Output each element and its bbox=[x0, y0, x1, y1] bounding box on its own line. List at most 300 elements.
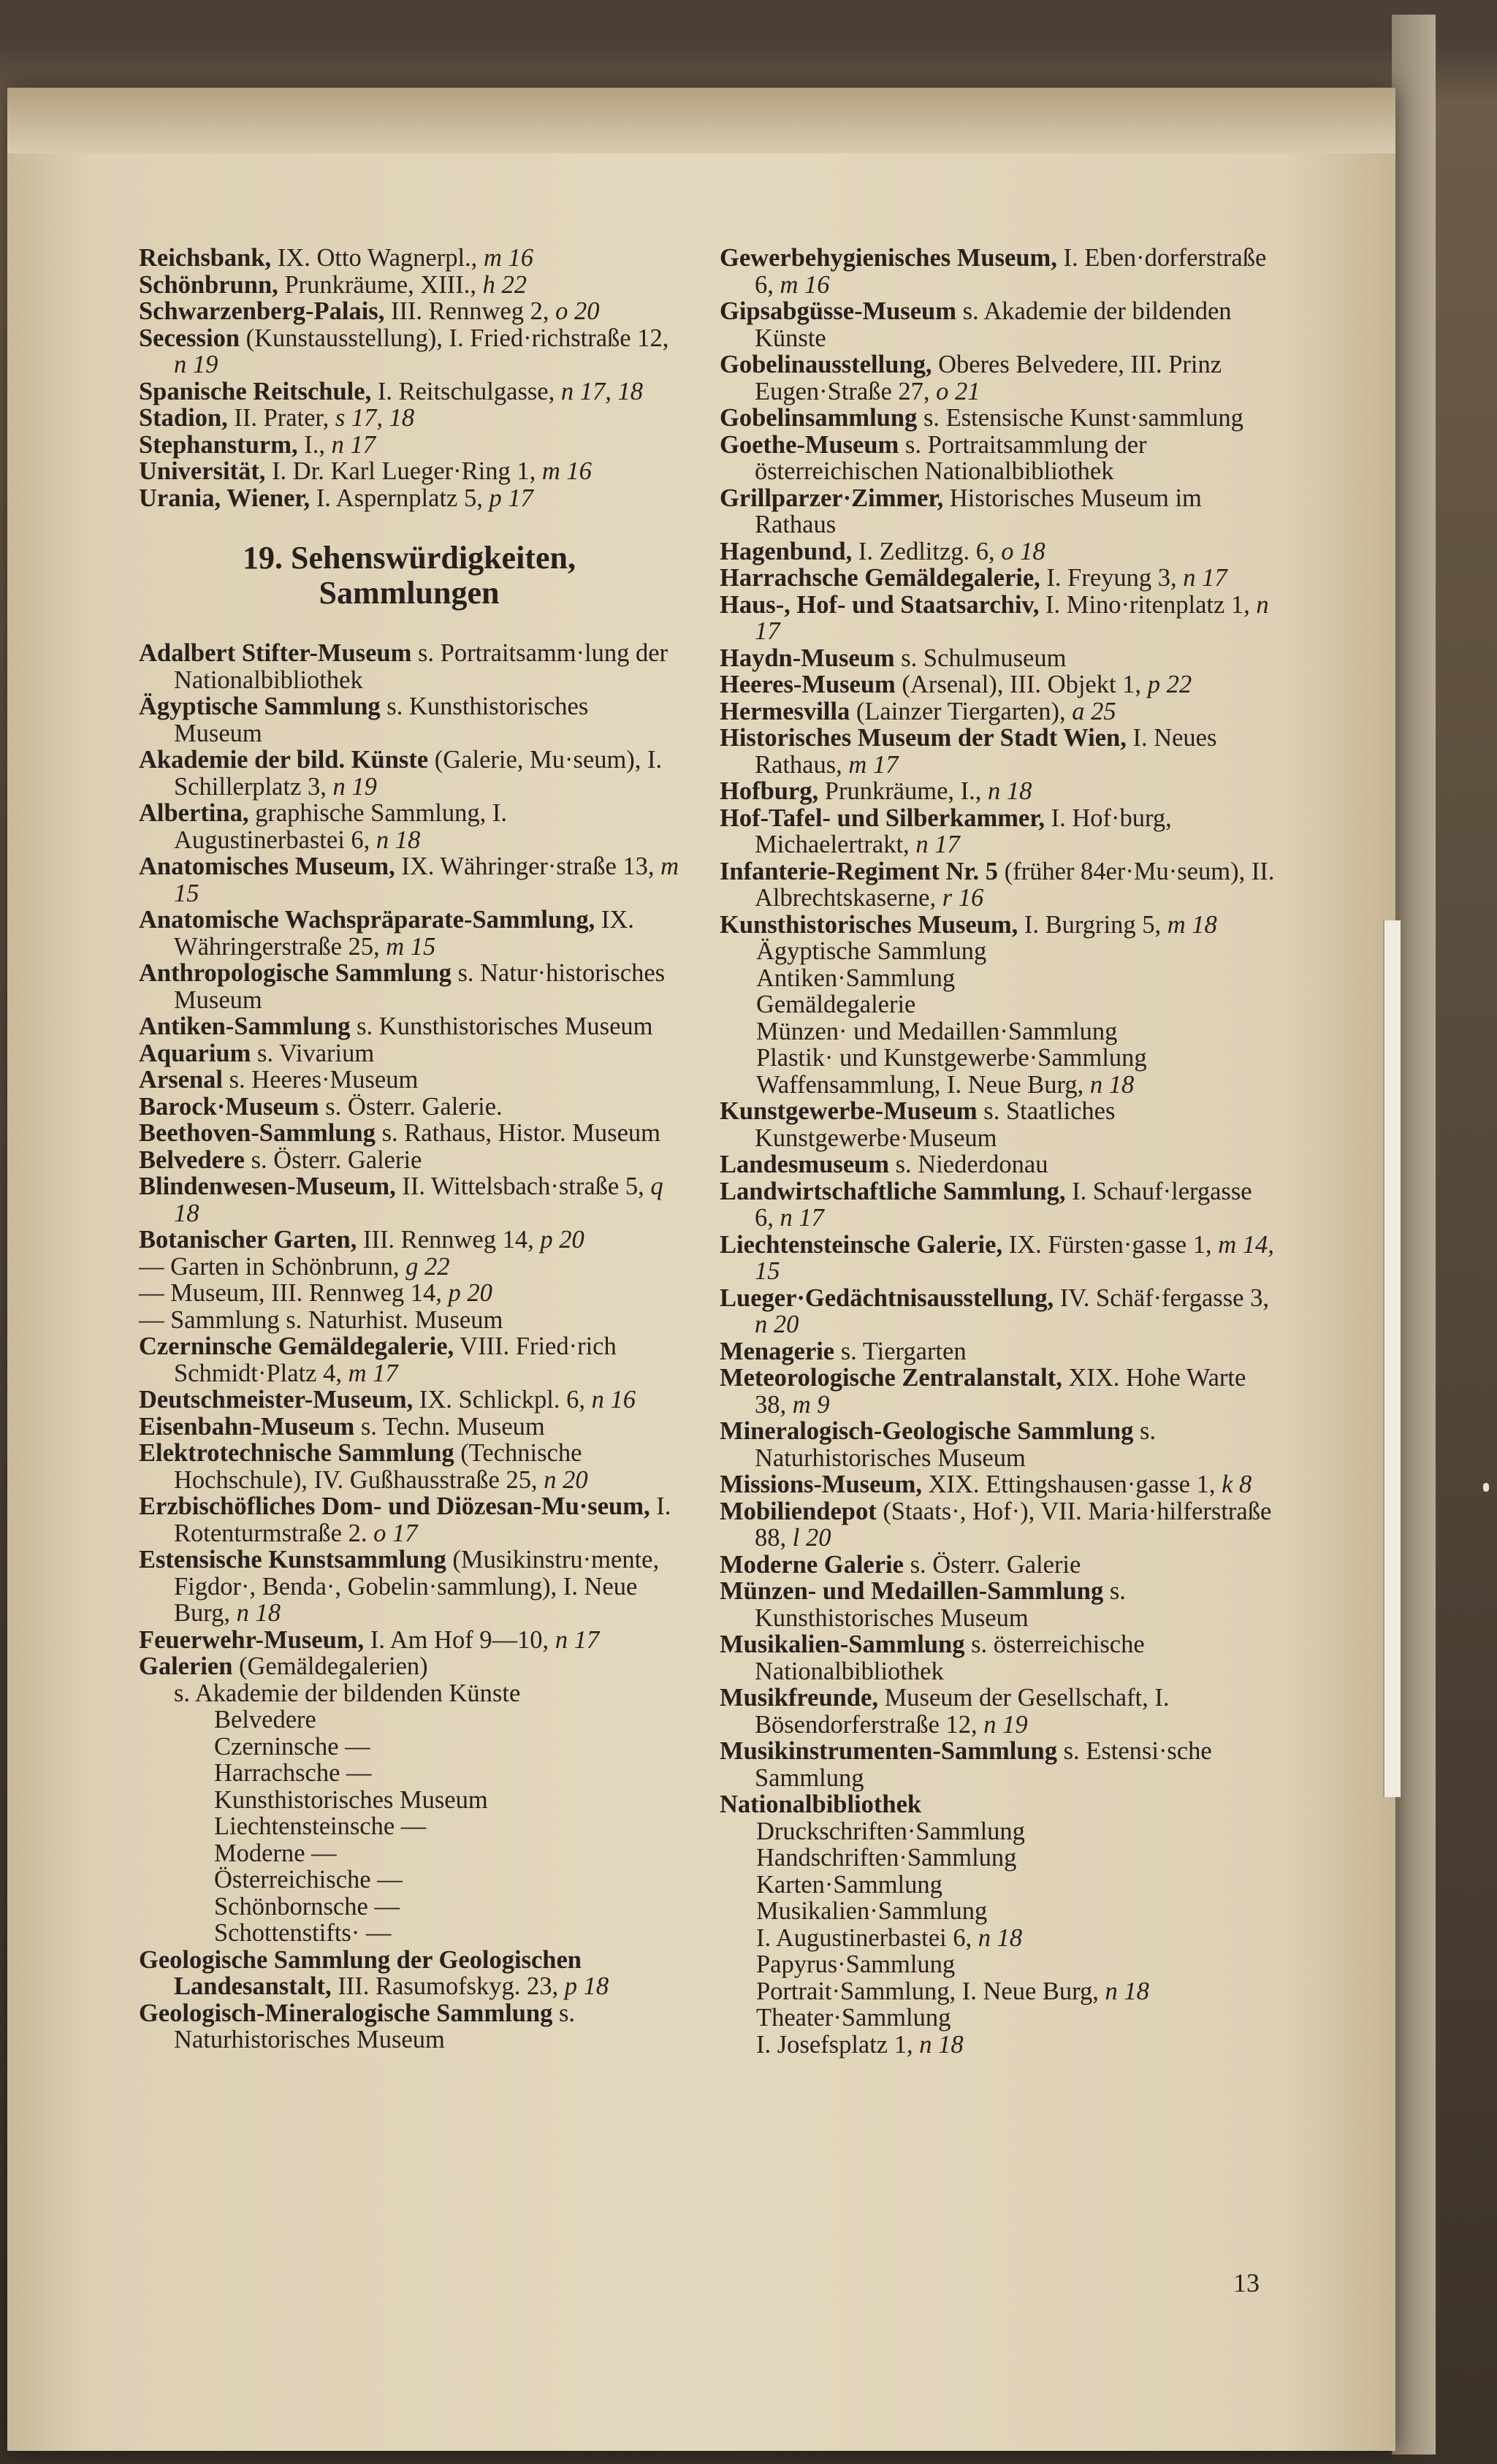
entry-term: Lueger·Gedächtnisausstellung, bbox=[720, 1284, 1054, 1312]
section-number: 19. bbox=[243, 540, 283, 576]
entry-term: Botanischer Garten, bbox=[139, 1226, 357, 1254]
entry-term: Harrachsche Gemäldegalerie, bbox=[720, 564, 1040, 592]
bookmark-strip bbox=[1383, 920, 1401, 1797]
index-entry bbox=[139, 1173, 679, 1227]
entry-grid-ref: h 22 bbox=[482, 270, 527, 299]
entry-term: Feuerwehr-Museum, bbox=[139, 1625, 365, 1654]
entry-grid-ref: n 19 bbox=[983, 1710, 1028, 1739]
entry-text: I. Am Hof 9—10, bbox=[370, 1625, 549, 1654]
index-entry bbox=[139, 1013, 679, 1040]
entry-term: Liechtensteinsche Galerie, bbox=[720, 1230, 1003, 1259]
entry-text: s. österreichische Nationalbibliothek bbox=[755, 1630, 1145, 1685]
index-entry bbox=[720, 432, 1275, 485]
sub-entry-text: Österreichische — bbox=[214, 1866, 403, 1893]
sub-entry-text: Theater·Sammlung bbox=[756, 2004, 951, 2032]
entry-term: Nationalbibliothek bbox=[720, 1790, 922, 1818]
index-entry bbox=[139, 458, 679, 485]
entry-text: Oberes Belvedere, III. Prinz Eugen·Straße 27, bbox=[755, 351, 1222, 405]
index-entry bbox=[720, 1232, 1275, 1285]
entry-term: Grillparzer·Zimmer, bbox=[720, 484, 944, 512]
entry-text: III. Rennweg 2, bbox=[390, 297, 549, 325]
page-top-shadow bbox=[7, 88, 1395, 153]
entry-text: I. Hof·burg, Michaelertrakt, bbox=[755, 804, 1172, 858]
index-entry bbox=[720, 1338, 1275, 1365]
entry-text: s. Kunsthistorisches Museum bbox=[174, 693, 589, 747]
entry-text: s. Tiergarten bbox=[840, 1337, 967, 1365]
index-entry bbox=[720, 485, 1275, 538]
khm-collections-list bbox=[720, 938, 1275, 1072]
entry-term: Moderne Galerie bbox=[720, 1550, 904, 1579]
entry-text: I. Reitschulgasse, bbox=[377, 377, 555, 405]
entry-term: Arsenal bbox=[139, 1066, 223, 1094]
entry-term: Schwarzenberg-Palais, bbox=[139, 297, 385, 325]
index-entry bbox=[720, 1738, 1275, 1791]
entry-grid-ref: o 17 bbox=[373, 1519, 418, 1547]
entry-grid-ref: p 20 bbox=[540, 1226, 584, 1254]
entry-term: Stephansturm, bbox=[139, 430, 298, 459]
entry-text: — Museum, III. Rennweg 14, bbox=[139, 1279, 442, 1307]
entry-grid-ref: g 22 bbox=[405, 1252, 450, 1281]
entry-term: Stadion, bbox=[139, 404, 228, 432]
entry-text: Prunkräume, XIII., bbox=[284, 270, 476, 299]
entry-text: I. Neues Rathaus, bbox=[755, 724, 1217, 779]
entry-term: Galerien bbox=[139, 1652, 233, 1680]
entry-text: (Kunstausstellung), I. Fried·richstraße 12, bbox=[245, 324, 669, 352]
entry-grid-ref: n 20 bbox=[755, 1311, 799, 1338]
index-entry bbox=[139, 747, 679, 800]
entry-text: s. Naturhistorisches Museum bbox=[174, 1999, 576, 2053]
entry-term: Belvedere bbox=[139, 1145, 245, 1174]
entry-text: IX. Währinger·straße 13, bbox=[401, 853, 655, 880]
index-entry bbox=[720, 1685, 1275, 1738]
index-entry bbox=[139, 485, 679, 512]
index-entry bbox=[139, 1067, 679, 1094]
entry-term: Spanische Reitschule, bbox=[139, 377, 372, 405]
sub-entry bbox=[720, 965, 1275, 992]
entry-text: (Gemäldegalerien) bbox=[239, 1652, 428, 1680]
entry-term: Schönbrunn, bbox=[139, 270, 278, 299]
index-entry bbox=[139, 1280, 679, 1307]
entry-term: Universität, bbox=[139, 457, 266, 485]
index-entry bbox=[720, 1578, 1275, 1631]
entry-term: Eisenbahn-Museum bbox=[139, 1412, 355, 1441]
entry-text: s. Portraitsamm·lung der Nationalbibliothek bbox=[174, 639, 668, 694]
entry-term: Gewerbehygienisches Museum, bbox=[720, 244, 1057, 272]
entry-grid-ref: p 20 bbox=[448, 1279, 492, 1307]
sub-entry bbox=[720, 1872, 1275, 1899]
entry-text: s. Staatliches Kunstgewerbe·Museum bbox=[755, 1097, 1116, 1152]
entry-text: I. Aspernplatz 5, bbox=[316, 484, 483, 512]
entry-text: XIX. Hohe Warte 38, bbox=[755, 1364, 1246, 1419]
entry-text: IV. Schäf·fergasse 3, bbox=[1059, 1284, 1269, 1312]
index-entry bbox=[720, 351, 1275, 405]
index-entry bbox=[720, 1418, 1275, 1471]
entry-text: s. Österr. Galerie bbox=[251, 1145, 422, 1174]
sub-entry-text: Kunsthistorisches Museum bbox=[214, 1785, 488, 1814]
index-entry bbox=[139, 1333, 679, 1387]
entry-grid-ref: k 8 bbox=[1222, 1471, 1252, 1498]
sub-entry-text: I. Augustinerbastei 6, bbox=[756, 1923, 972, 1952]
entry-text: IX. Schlickpl. 6, bbox=[419, 1386, 585, 1414]
entry-text: Historisches Museum im Rathaus bbox=[755, 484, 1202, 538]
entry-grid-ref: o 20 bbox=[555, 297, 600, 325]
index-entry bbox=[139, 1307, 679, 1334]
sub-entry bbox=[720, 1845, 1275, 1872]
entry-term: Musikinstrumenten-Sammlung bbox=[720, 1737, 1057, 1765]
entry-term: Missions-Museum, bbox=[720, 1471, 922, 1498]
index-entry bbox=[720, 565, 1275, 592]
entry-grid-ref: s 17, 18 bbox=[335, 404, 415, 432]
entry-grid-ref: m 16 bbox=[780, 270, 830, 299]
entry-term: Erzbischöfliches Dom- und Diözesan-Mu·seum, bbox=[139, 1492, 650, 1520]
sub-entry-text: Musikalien·Sammlung bbox=[756, 1897, 988, 1925]
index-entry bbox=[720, 1178, 1275, 1232]
sub-entry bbox=[139, 1893, 679, 1921]
entry-grid-ref: m 17 bbox=[348, 1359, 398, 1387]
index-entry bbox=[139, 1440, 679, 1493]
entry-term: Anatomische Wachspräparate-Sammlung, bbox=[139, 906, 595, 934]
entry-term: Mineralogisch-Geologische Sammlung bbox=[720, 1417, 1134, 1445]
right-index-entries bbox=[720, 245, 1275, 938]
sub-entry-text: Handschriften·Sammlung bbox=[756, 1844, 1017, 1872]
index-entry bbox=[720, 245, 1275, 298]
entry-text: s. Schulmuseum bbox=[901, 644, 1067, 672]
sub-entry bbox=[139, 1840, 679, 1867]
sub-entry-text: Moderne — bbox=[214, 1839, 337, 1867]
entry-text: IX. Otto Wagnerpl., bbox=[277, 244, 478, 272]
paper-speck bbox=[1483, 1483, 1489, 1492]
entry-grid-ref: n 17 bbox=[1183, 564, 1227, 592]
entry-term: Blindenwesen-Museum, bbox=[139, 1172, 396, 1200]
entry-term: Anatomisches Museum, bbox=[139, 853, 395, 880]
sub-entry bbox=[720, 1898, 1275, 1925]
entry-text: graphische Sammlung, I. Augustinerbastei 6, bbox=[174, 799, 508, 854]
entry-text: IX. Fürsten·gasse 1, bbox=[1008, 1230, 1212, 1259]
entry-text: I. Zedlitzg. 6, bbox=[858, 537, 995, 565]
entry-term: Elektrotechnische Sammlung bbox=[139, 1439, 454, 1467]
index-entry bbox=[720, 1498, 1275, 1552]
entry-term: Geologisch-Mineralogische Sammlung bbox=[139, 1999, 553, 2027]
entry-term: Beethoven-Sammlung bbox=[139, 1119, 376, 1147]
left-top-entries bbox=[139, 245, 679, 511]
entry-text: VIII. Fried·rich Schmidt·Platz 4, bbox=[174, 1332, 617, 1387]
entry-text: II. Wittelsbach·straße 5, bbox=[402, 1172, 644, 1200]
index-entry bbox=[139, 1387, 679, 1414]
entry-text: Museum der Gesellschaft, I. Bösendorferstraße 12, bbox=[755, 1684, 1170, 1739]
sub-entry-grid-ref: n 18 bbox=[1105, 1977, 1149, 2005]
entry-term: Gobelinausstellung, bbox=[720, 351, 932, 378]
entry-grid-ref: m 15 bbox=[386, 932, 436, 961]
sub-entry bbox=[720, 991, 1275, 1018]
index-entry bbox=[139, 378, 679, 405]
index-entry bbox=[720, 1365, 1275, 1418]
sub-entry-grid-ref: n 18 bbox=[919, 2030, 964, 2059]
right-middle-entries bbox=[720, 1098, 1275, 1818]
sub-entry-text: Portrait·Sammlung, I. Neue Burg, bbox=[756, 1977, 1099, 2005]
entry-grid-ref: a 25 bbox=[1072, 697, 1116, 725]
section-title-line2: Sammlungen bbox=[319, 575, 500, 611]
entry-grid-ref: m 9 bbox=[792, 1390, 830, 1419]
entry-text: (Technische Hochschule), IV. Gußhausstraße 25, bbox=[174, 1439, 582, 1494]
index-entry bbox=[139, 245, 679, 272]
index-entry bbox=[720, 725, 1275, 778]
sub-entry-text: Schönbornsche — bbox=[214, 1892, 400, 1921]
sub-entry bbox=[720, 1951, 1275, 1978]
entry-term: Gipsabgüsse-Museum bbox=[720, 297, 956, 325]
entry-text: s. Rathaus, Histor. Museum bbox=[381, 1119, 660, 1147]
sub-entry bbox=[139, 1866, 679, 1893]
index-entry bbox=[139, 960, 679, 1013]
entry-text: s. Techn. Museum bbox=[360, 1412, 545, 1441]
sub-entry bbox=[720, 1045, 1275, 1072]
entry-text: s. Kunsthistorisches Museum bbox=[755, 1577, 1126, 1632]
sub-entry bbox=[139, 1733, 679, 1761]
entry-text: I. Eben·dorferstraße 6, bbox=[755, 244, 1267, 299]
entry-term: Landwirtschaftliche Sammlung, bbox=[720, 1177, 1066, 1205]
khm-last-ref: n 18 bbox=[1089, 1070, 1135, 1099]
khm-last-item bbox=[720, 1072, 1275, 1099]
entry-text: (Staats·, Hof·), VII. Maria·hilferstraße 88, bbox=[755, 1497, 1272, 1552]
index-entry bbox=[139, 432, 679, 459]
entry-grid-ref: n 18 bbox=[988, 777, 1032, 805]
index-entry bbox=[720, 671, 1275, 698]
entry-term: Deutschmeister-Museum, bbox=[139, 1386, 414, 1414]
entry-term: Landesmuseum bbox=[720, 1151, 889, 1178]
sub-entry bbox=[139, 1706, 679, 1733]
entry-text: — Garten in Schönbrunn, bbox=[139, 1252, 400, 1281]
entry-grid-ref: n 16 bbox=[591, 1386, 636, 1414]
entry-text: s. Österr. Galerie bbox=[910, 1550, 1081, 1579]
entry-grid-ref: n 17 bbox=[555, 1625, 600, 1654]
sub-entry-text: Schottenstifts· — bbox=[214, 1919, 392, 1947]
entry-text: (Musikinstru·mente, Figdor·, Benda·, Gobelin·sammlung), I. Neue Burg, bbox=[174, 1546, 660, 1627]
sub-entry-text: Papyrus·Sammlung bbox=[756, 1950, 956, 1978]
entry-term: Anthropologische Sammlung bbox=[139, 959, 452, 987]
entry-term: Kunsthistorisches Museum, bbox=[720, 910, 1018, 939]
entry-text: s. Estensi·sche Sammlung bbox=[755, 1737, 1212, 1792]
sub-entry-text: Plastik· und Kunstgewerbe·Sammlung bbox=[756, 1044, 1147, 1072]
index-entry bbox=[139, 1227, 679, 1254]
sub-entry-text: Belvedere bbox=[214, 1706, 316, 1733]
sub-entry-text: Druckschriften·Sammlung bbox=[756, 1817, 1025, 1845]
index-entry bbox=[139, 1040, 679, 1067]
entry-text: s. Akademie der bildenden Künste bbox=[755, 297, 1232, 352]
entry-term: Aquarium bbox=[139, 1039, 251, 1067]
entry-text: III. Rasumofskyg. 23, bbox=[338, 1972, 559, 2000]
entry-term: Heeres-Museum bbox=[720, 671, 896, 698]
entry-text: s. Niederdonau bbox=[895, 1151, 1048, 1178]
sub-entry-text: Ägyptische Sammlung bbox=[756, 937, 987, 965]
sub-entry-text: Harrachsche — bbox=[214, 1759, 372, 1787]
page-number: 13 bbox=[1233, 2268, 1260, 2297]
entry-text: I., bbox=[304, 430, 325, 459]
entry-text: II. Prater, bbox=[234, 404, 330, 432]
entry-text: s. Österr. Galerie. bbox=[325, 1092, 503, 1121]
sub-entry bbox=[720, 2005, 1275, 2032]
entry-grid-ref: m 15 bbox=[174, 853, 679, 907]
entry-grid-ref: m 18 bbox=[1167, 910, 1217, 939]
entry-grid-ref: n 17 bbox=[915, 831, 960, 858]
entry-text: Prunkräume, I., bbox=[824, 777, 982, 805]
index-entry bbox=[139, 1414, 679, 1441]
sub-entry-text: Gemäldegalerie bbox=[756, 991, 916, 1018]
sub-entry-text: Czerninsche — bbox=[214, 1732, 370, 1761]
entry-grid-ref: m 17 bbox=[848, 750, 899, 779]
galerien-see-reference: s. Akademie der bildenden Künste bbox=[174, 1679, 521, 1707]
galerien-list bbox=[139, 1706, 679, 1947]
sub-entry bbox=[139, 1920, 679, 1947]
index-entry bbox=[720, 405, 1275, 432]
index-entry bbox=[720, 912, 1275, 939]
entry-grid-ref: o 21 bbox=[936, 377, 980, 405]
entry-grid-ref: r 16 bbox=[942, 884, 984, 912]
left-tail-entries bbox=[139, 1947, 679, 2053]
left-index-entries bbox=[139, 640, 679, 1680]
entry-term: Akademie der bild. Künste bbox=[139, 746, 429, 774]
entry-term: Adalbert Stifter-Museum bbox=[139, 639, 412, 667]
index-entry bbox=[139, 1120, 679, 1147]
entry-grid-ref: n 17 bbox=[755, 590, 1269, 645]
index-entry bbox=[139, 1493, 679, 1546]
index-entry bbox=[139, 272, 679, 299]
index-entry bbox=[139, 1147, 679, 1174]
section-heading bbox=[139, 541, 679, 611]
entry-grid-ref: n 19 bbox=[174, 351, 218, 378]
entry-grid-ref: m 16 bbox=[483, 244, 533, 272]
index-entry bbox=[139, 1653, 679, 1680]
index-entry bbox=[720, 858, 1275, 912]
index-entry bbox=[720, 298, 1275, 351]
entry-grid-ref: l 20 bbox=[792, 1524, 831, 1552]
entry-grid-ref: n 18 bbox=[236, 1599, 281, 1627]
entry-grid-ref: p 18 bbox=[564, 1972, 609, 2000]
entry-term: Barock·Museum bbox=[139, 1092, 319, 1121]
entry-grid-ref: n 17 bbox=[331, 430, 376, 459]
entry-text: III. Rennweg 14, bbox=[362, 1226, 534, 1254]
sub-entry bbox=[139, 1813, 679, 1840]
index-entry bbox=[139, 853, 679, 907]
entry-term: Hagenbund, bbox=[720, 537, 853, 565]
index-entry bbox=[139, 693, 679, 747]
index-entry bbox=[139, 800, 679, 853]
sub-entry-text: Antiken·Sammlung bbox=[756, 964, 956, 992]
sub-entry-grid-ref: n 18 bbox=[978, 1923, 1023, 1952]
entry-term: Reichsbank, bbox=[139, 244, 272, 272]
entry-grid-ref: m 14, 15 bbox=[755, 1230, 1274, 1285]
entry-term: Urania, Wiener, bbox=[139, 484, 311, 512]
entry-text: I. Burgring 5, bbox=[1024, 910, 1162, 939]
entry-term: Meteorologische Zentralanstalt, bbox=[720, 1364, 1062, 1392]
index-entry bbox=[720, 805, 1275, 858]
sub-entry-text: Karten·Sammlung bbox=[756, 1870, 942, 1899]
index-entry bbox=[139, 1254, 679, 1281]
entry-text: XIX. Ettingshausen·gasse 1, bbox=[928, 1471, 1216, 1498]
entry-grid-ref: n 19 bbox=[332, 772, 377, 801]
sub-entry bbox=[720, 1978, 1275, 2005]
index-entry bbox=[720, 592, 1275, 645]
index-entry bbox=[139, 325, 679, 378]
left-column bbox=[139, 245, 679, 2053]
index-entry bbox=[720, 1285, 1275, 1338]
index-entry bbox=[139, 640, 679, 693]
entry-grid-ref: p 22 bbox=[1147, 671, 1192, 698]
index-entry bbox=[139, 1546, 679, 1627]
entry-text: I. Freyung 3, bbox=[1046, 564, 1177, 592]
entry-grid-ref: n 20 bbox=[544, 1465, 588, 1494]
sub-entry bbox=[720, 938, 1275, 965]
entry-text: (Arsenal), III. Objekt 1, bbox=[902, 671, 1142, 698]
index-entry bbox=[720, 645, 1275, 672]
entry-term: Czerninsche Gemäldegalerie, bbox=[139, 1332, 454, 1360]
index-entry bbox=[139, 298, 679, 325]
entry-term: Goethe-Museum bbox=[720, 430, 899, 459]
index-entry bbox=[139, 1094, 679, 1121]
entry-term: Hof-Tafel- und Silberkammer, bbox=[720, 804, 1045, 832]
entry-term: Kunstgewerbe-Museum bbox=[720, 1097, 978, 1125]
index-entry bbox=[139, 907, 679, 960]
entry-grid-ref: p 17 bbox=[489, 484, 533, 512]
entry-text: s. Estensische Kunst·sammlung bbox=[923, 404, 1243, 432]
index-entry bbox=[720, 778, 1275, 805]
entry-grid-ref: o 18 bbox=[1001, 537, 1045, 565]
sub-entry bbox=[720, 2032, 1275, 2059]
sub-entry-text: Liechtensteinsche — bbox=[214, 1812, 427, 1840]
index-entry bbox=[720, 1791, 1275, 1818]
entry-text: (Lainzer Tiergarten), bbox=[856, 697, 1066, 725]
sub-entry bbox=[720, 1925, 1275, 1952]
sub-entry bbox=[139, 1787, 679, 1814]
index-entry bbox=[720, 538, 1275, 565]
index-entry bbox=[720, 1098, 1275, 1151]
entry-term: Ägyptische Sammlung bbox=[139, 693, 381, 720]
entry-term: Haydn-Museum bbox=[720, 644, 895, 672]
right-column bbox=[720, 245, 1275, 2058]
section-title-line1: Sehenswürdigkeiten, bbox=[291, 540, 576, 576]
index-entry bbox=[720, 1151, 1275, 1178]
index-entry bbox=[139, 1947, 679, 2000]
entry-term: Haus-, Hof- und Staatsarchiv, bbox=[720, 590, 1040, 619]
entry-grid-ref: n 18 bbox=[376, 825, 421, 854]
khm-last-text: Waffensammlung, I. Neue Burg, bbox=[756, 1070, 1084, 1099]
entry-grid-ref: n 17 bbox=[780, 1204, 824, 1232]
entry-term: Albertina, bbox=[139, 799, 249, 827]
entry-text: IX. Währingerstraße 25, bbox=[174, 906, 634, 961]
index-entry bbox=[720, 698, 1275, 725]
nationalbibliothek-list bbox=[720, 1818, 1275, 2059]
sub-entry bbox=[720, 1818, 1275, 1845]
entry-term: Mobiliendepot bbox=[720, 1497, 877, 1525]
entry-text: (Galerie, Mu·seum), I. Schillerplatz 3, bbox=[174, 746, 663, 801]
entry-text: s. Vivarium bbox=[257, 1039, 375, 1067]
entry-text: s. Heeres·Museum bbox=[229, 1066, 419, 1094]
entry-grid-ref: n 17, 18 bbox=[560, 377, 643, 405]
entry-text: I. Mino·ritenplatz 1, bbox=[1045, 590, 1250, 619]
entry-text: I. Schauf·lergasse 6, bbox=[755, 1177, 1252, 1232]
sub-entry-text: Münzen· und Medaillen·Sammlung bbox=[756, 1017, 1118, 1045]
entry-text: I. Dr. Karl Lueger·Ring 1, bbox=[272, 457, 536, 485]
entry-term: Menagerie bbox=[720, 1337, 835, 1365]
entry-text: s. Natur·historisches Museum bbox=[174, 959, 666, 1014]
entry-term: Infanterie-Regiment Nr. 5 bbox=[720, 857, 999, 885]
index-entry bbox=[139, 405, 679, 432]
index-entry bbox=[139, 2000, 679, 2053]
entry-term: Hermesvilla bbox=[720, 697, 850, 725]
entry-term: Hofburg, bbox=[720, 777, 819, 805]
entry-term: Musikfreunde, bbox=[720, 1684, 878, 1712]
entry-text: I. Rotenturmstraße 2. bbox=[174, 1492, 671, 1547]
entry-term: Geologische Sammlung der Geologischen Landesanstalt, bbox=[139, 1945, 582, 2000]
entry-term: Secession bbox=[139, 324, 240, 352]
